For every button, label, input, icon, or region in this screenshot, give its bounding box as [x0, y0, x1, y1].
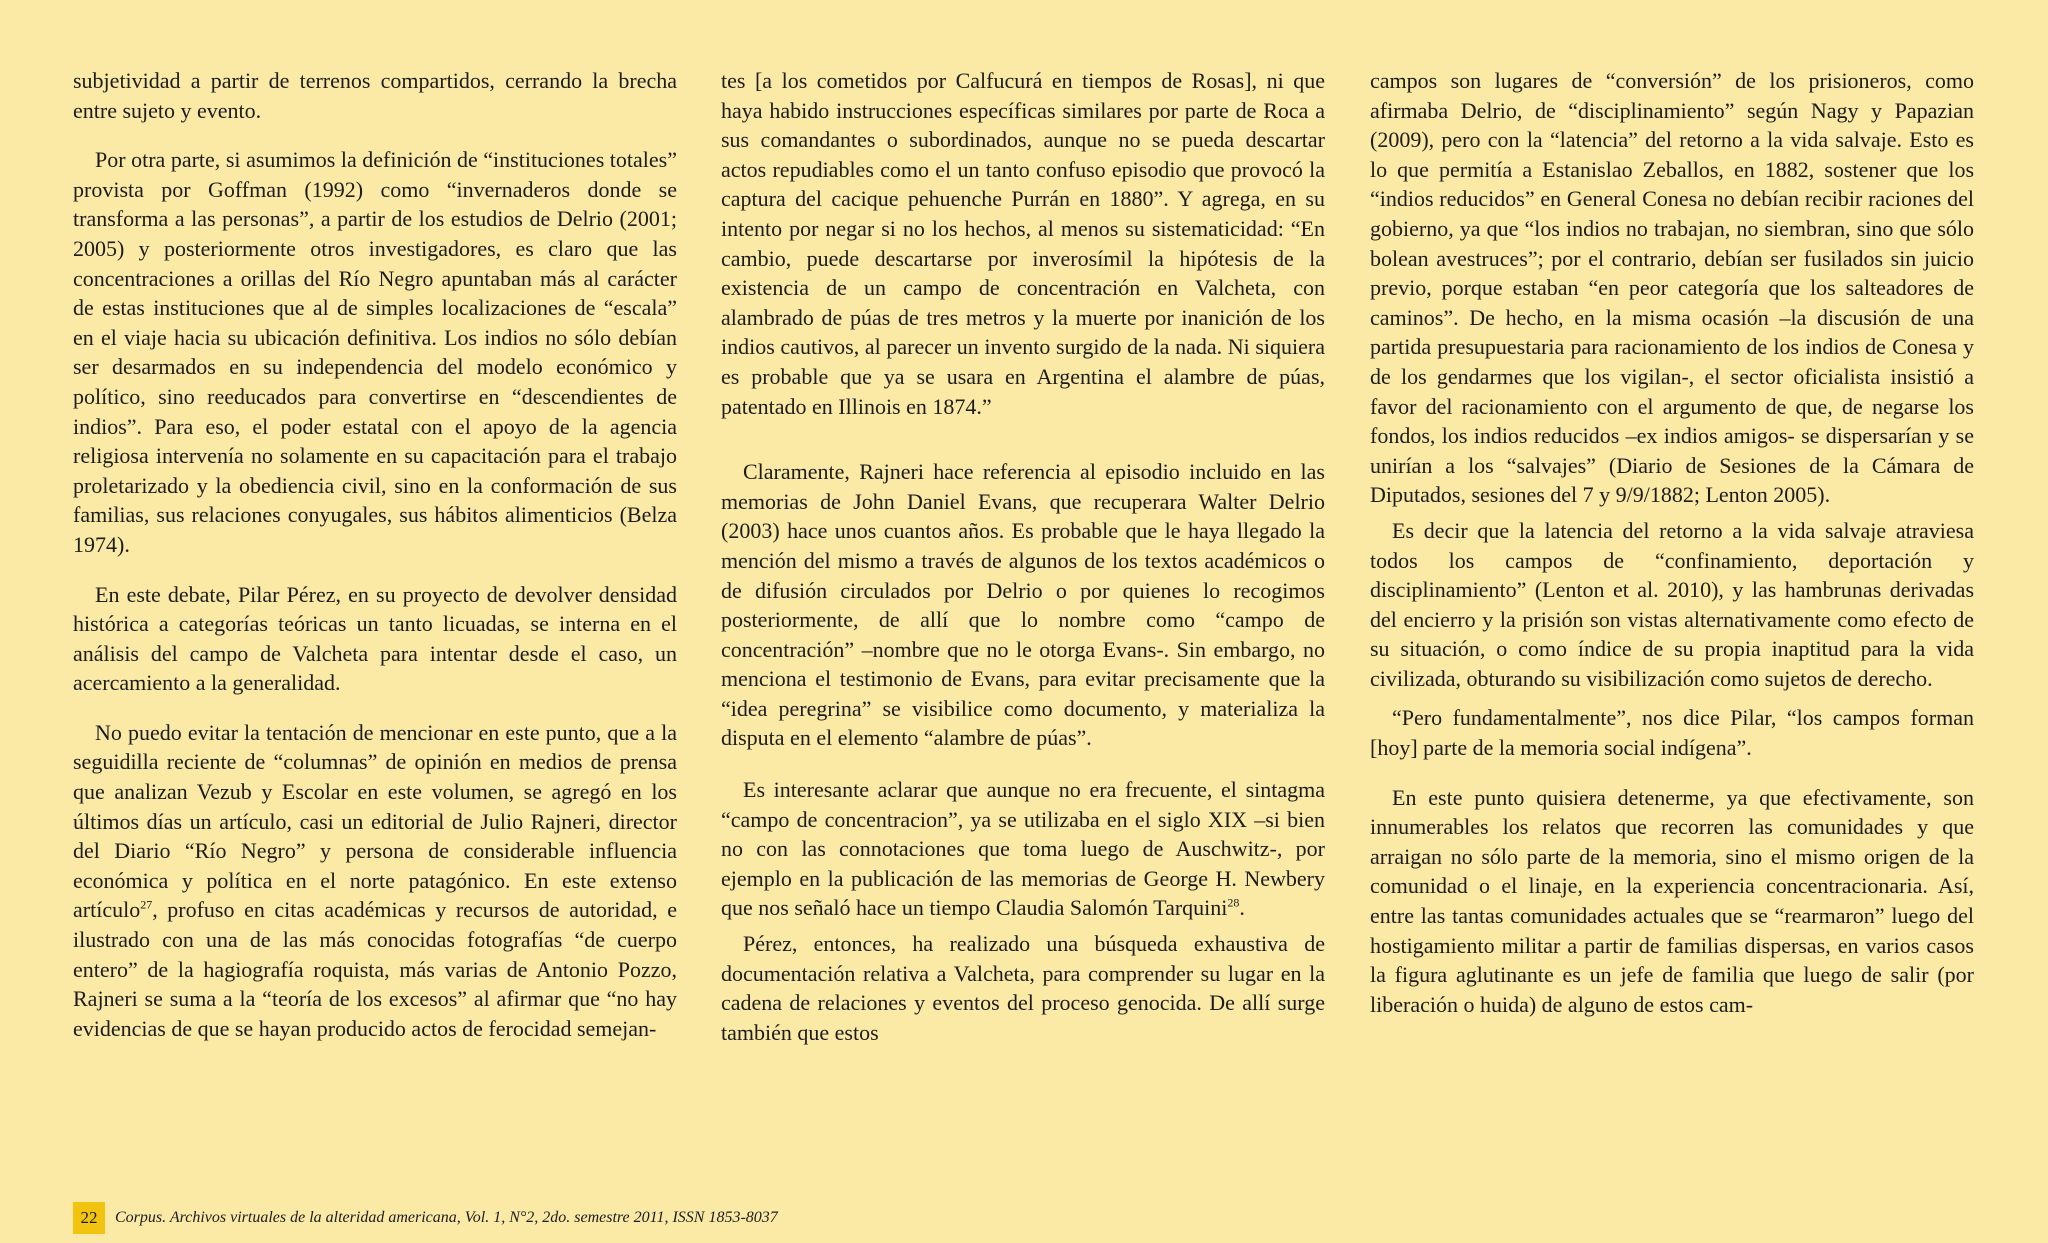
paragraph-text: No puedo evitar la tentación de mencionar en este punto, que a la seguidilla reciente de “columnas” de opinión en medios de prensa que analizan Vezub y Escolar en este volumen, se agregó en los últimos días un artículo, casi un editorial de Julio Rajneri, director del Diario “Río Negro” y persona de considerable influencia económica y política en el norte patagónico. En este extenso artículo [73, 719, 677, 923]
text-column-right [1370, 66, 1974, 1039]
paragraph: “Pero fundamentalmente”, nos dice Pilar, “los campos forman [hoy] parte de la memoria social indígena”. [1370, 705, 1974, 761]
footnote-ref-27[interactable]: 27 [140, 898, 153, 913]
paragraph: En este punto quisiera detenerme, ya que efectivamente, son innumerables los relatos que recorren las comunidades y que arraigan no sólo parte de la memoria, sino el mismo origen de la comunidad o el linaje, en la experiencia concentracionaria. Así, entre las tantas comunidades actuales que se “rearmaron” luego del hostigamiento militar a partir de familias dispersas, en varios casos la figura aglutinante es un jefe de familia que luego de salir (por liberación o huida) de alguno de estos cam- [1370, 784, 1974, 1017]
journal-citation: Corpus. Archivos virtuales de la alteridad americana, Vol. 1, N°2, 2do. semestre 2011, ISSN 1853-8037 [115, 1209, 778, 1226]
paragraph: subjetividad a partir de terrenos compartidos, cerrando la brecha entre sujeto y evento. [73, 68, 677, 123]
paragraph [721, 775, 1325, 923]
paragraph-text: , profuso en citas académicas y recursos de autoridad, e ilustrado con una de las más conocidas fotografías “de cuerpo entero” de la hagiografía roquista, más varias de Antonio Pozzo, Rajneri se suma a la “teoría de los excesos” al afirmar que “no hay evidencias de que se hayan producido actos de ferocidad semejan- [73, 897, 677, 1041]
paragraph: Por otra parte, si asumimos la definición de “instituciones totales” provista por Goffman (1992) como “invernaderos donde se transforma a las personas”, a partir de los estudios de Delrio (2001; 2005) y posteriormente otros investigadores, es claro que las concentraciones a orillas del Río Negro apuntaban más al carácter de estas instituciones que al de simples localizaciones de “escala” en el viaje hacia su ubicación definitiva. Los indios no sólo debían ser desarmados en su independencia del modelo económico y político, sino reeducados para convertirse en “descendientes de indios”. Para eso, el poder estatal con el apoyo de la agencia religiosa intervenía no solamente en su capacitación para el trabajo proletarizado y la obediencia civil, sino en la conformación de sus familias, sus relaciones conyugales, sus hábitos alimenticios (Belza 1974). [73, 147, 677, 557]
footnote-ref-28[interactable]: 28 [1227, 896, 1240, 911]
text-column-left [73, 66, 677, 1063]
page-footer [73, 1202, 778, 1234]
paragraph-text: Es interesante aclarar que aunque no era frecuente, el sintagma “campo de concentracion”, ya se utilizaba en el siglo XIX –si bien no con las connotaciones que toma luego de Auschwitz-, por ejemplo en la publicación de las memorias de George H. Newbery que nos señaló hace un tiempo Claudia Salomón Tarquini [721, 777, 1325, 921]
paragraph: tes [a los cometidos por Calfucurá en tiempos de Rosas], ni que haya habido instrucciones específicas similares por parte de Roca a sus comandantes o subordinados, aunque no se pueda descartar actos repudiables como el un tanto confuso episodio que provocó la captura del cacique pehuenche Purrán en 1880”. Y agrega, en su intento por negar si no los hechos, al menos su sistematicidad: “En cambio, puede descartarse por inverosímil la hipótesis de la existencia de un campo de concentración en Valcheta, con alambrado de púas de tres metros y la muerte por inanición de los indios cautivos, al parecer un invento surgido de la nada. Ni siquiera es probable que ya se usara en Argentina el alambre de púas, patentado en Illinois en 1874.” [721, 68, 1325, 419]
paragraph: Es decir que la latencia del retorno a la vida salvaje atraviesa todos los campos de “confinamiento, deportación y disciplinamiento” (Lenton et al. 2010), y las hambrunas derivadas del encierro y la prisión son vistas alternativamente como efecto de su situación, o como índice de su propia inaptitud para la vida civilizada, obturando su visibilización como sujetos de derecho. [1370, 517, 1974, 691]
paragraph: En este debate, Pilar Pérez, en su proyecto de devolver densidad histórica a categorías teóricas un tanto licuadas, se interna en el análisis del campo de Valcheta para intentar desde el caso, un acercamiento a la generalidad. [73, 581, 677, 696]
paragraph: campos son lugares de “conversión” de los prisioneros, como afirmaba Delrio, de “disciplinamiento” según Nagy y Papazian (2009), pero con la “latencia” del retorno a la vida salvaje. Esto es lo que permitía a Estanislao Zeballos, en 1882, sostener que los “indios reducidos” en General Conesa no debían recibir raciones del gobierno, ya que “los indios no trabajan, no siembran, sino que sólo bolean avestruces”; por el contrario, debían ser fusilados sin juicio previo, porque estaban “en peor categoría que los salteadores de caminos”. De hecho, en la misma ocasión –la discusión de una partida presupuestaria para racionamiento de los indios de Conesa y de los gendarmes que los vigilan-, el sector oficialista insistió a favor del racionamiento con el argumento de que, de negarse los fondos, los indios reducidos –ex indios amigos- se dispersarían y se unirían a los “salvajes” (Diario de Sesiones de la Cámara de Diputados, sesiones del 7 y 9/9/1882; Lenton 2005). [1370, 68, 1974, 508]
paragraph: Pérez, entonces, ha realizado una búsqueda exhaustiva de documentación relativa a Valcheta, para comprender su lugar en la cadena de relaciones y eventos del proceso genocida. De allí surge también que estos [721, 931, 1325, 1045]
paragraph-text: . [1239, 895, 1245, 921]
paragraph: Claramente, Rajneri hace referencia al episodio incluido en las memorias de John Daniel Evans, que recuperara Walter Delrio (2003) hace unos cuantos años. Es probable que le haya llegado la mención del mismo a través de algunos de los textos académicos o de difusión circulados por Delrio o por quienes lo recogimos posteriormente, de allí que lo nombre como “campo de concentración” –nombre que no le otorga Evans-. Sin embargo, no menciona el testimonio de Evans, para evitar precisamente que la “idea peregrina” se visibilice como documento, y materializa la disputa en el elemento “alambre de púas”. [721, 459, 1325, 751]
paragraph [73, 718, 677, 1044]
text-column-middle [721, 66, 1325, 1067]
page-number: 22 [73, 1202, 105, 1234]
